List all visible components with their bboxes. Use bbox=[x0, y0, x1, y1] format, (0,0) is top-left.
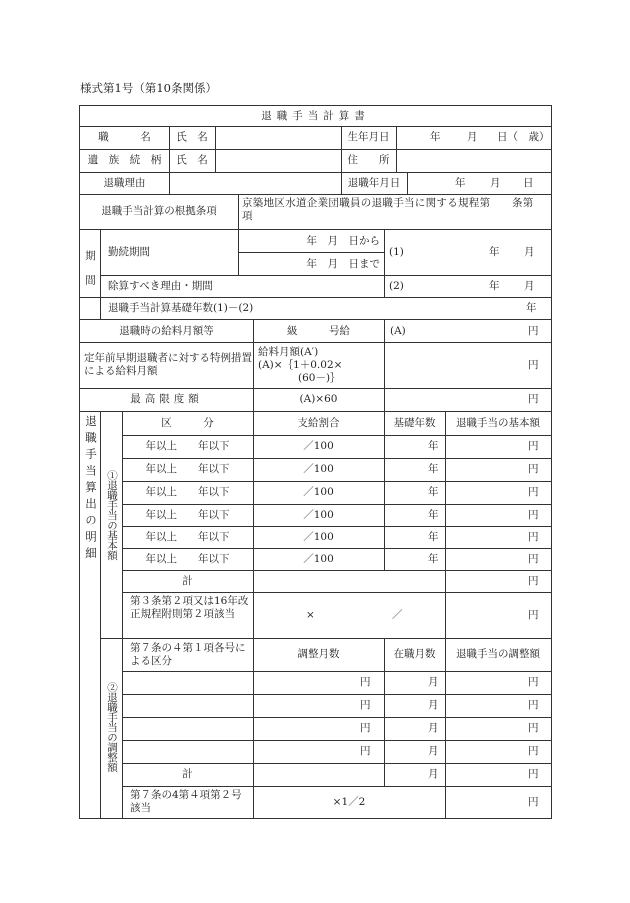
row1-years: 年 bbox=[428, 440, 439, 452]
service-period-label: 勤続期間 bbox=[108, 246, 150, 258]
header-amount: 退職手当の基本額 bbox=[456, 417, 540, 429]
article3-slash: ／ bbox=[392, 609, 403, 621]
article7-yen: 円 bbox=[528, 796, 539, 808]
row6-rate: ／100 bbox=[303, 553, 334, 565]
birth-year-unit: 年 bbox=[430, 131, 441, 143]
basic-total-label: 計 bbox=[182, 575, 193, 587]
row5-rate: ／100 bbox=[303, 531, 334, 543]
adj-row3-months: 月 bbox=[428, 722, 439, 734]
adj-row2-amount: 円 bbox=[528, 699, 539, 711]
row2-category: 年以上 年以下 bbox=[145, 463, 230, 475]
adj-row4-amount: 円 bbox=[528, 745, 539, 757]
row5-years: 年 bbox=[428, 531, 439, 543]
row6-category: 年以上 年以下 bbox=[145, 553, 230, 565]
detail-label: 退職手当算出の明細 bbox=[84, 415, 98, 564]
row1-amount: 円 bbox=[528, 440, 539, 452]
section2-label: ②退職手当の調整額 bbox=[106, 682, 118, 772]
adj-header-amount: 退職手当の調整額 bbox=[456, 648, 540, 660]
row2-rate: ／100 bbox=[303, 463, 334, 475]
article3-label: 第３条第２項又は16年改正規程附則第２項該当 bbox=[130, 595, 249, 620]
birth-date-label: 生年月日 bbox=[347, 131, 390, 143]
salary-label: 退職時の給料月額等 bbox=[119, 325, 214, 337]
row3-years: 年 bbox=[428, 486, 439, 498]
exclude-period-label: 除算すべき理由・期間 bbox=[108, 280, 213, 292]
row1-rate: ／100 bbox=[303, 440, 334, 452]
row4-years: 年 bbox=[428, 509, 439, 521]
form-number-label: 様式第1号（第10条関係） bbox=[80, 81, 217, 95]
row2-years: 年 bbox=[428, 463, 439, 475]
grade-step-label: 級 号給 bbox=[287, 325, 350, 337]
retire-year-unit: 年 bbox=[455, 177, 466, 189]
adj-header-adj-months: 調整月数 bbox=[297, 648, 340, 660]
adj-row3-amount: 円 bbox=[528, 722, 539, 734]
header-category: 区 分 bbox=[161, 417, 214, 429]
basic-total-yen: 円 bbox=[528, 575, 539, 587]
row3-rate: ／100 bbox=[303, 486, 334, 498]
max-yen: 円 bbox=[528, 393, 539, 405]
period1-year-unit: 年 bbox=[489, 246, 500, 258]
adj-total-yen: 円 bbox=[528, 768, 539, 780]
row4-rate: ／100 bbox=[303, 509, 334, 521]
salary-a: (A) bbox=[390, 325, 406, 337]
salary-yen: 円 bbox=[528, 325, 539, 337]
retire-day-unit: 日 bbox=[523, 177, 534, 189]
row3-amount: 円 bbox=[528, 486, 539, 498]
adj-row1-amount: 円 bbox=[528, 676, 539, 688]
adj-row4-adj: 円 bbox=[360, 745, 371, 757]
retire-month-unit: 月 bbox=[490, 177, 501, 189]
special-measure-label: 定年前早期退職者に対する特例措置による給料月額 bbox=[84, 352, 252, 377]
section1-label: ①退職手当の基本額 bbox=[106, 470, 118, 560]
max-formula: (A)×60 bbox=[299, 393, 338, 405]
adj-row1-adj: 円 bbox=[360, 676, 371, 688]
job-title-label: 職 名 bbox=[98, 131, 151, 143]
header-rate: 支給割合 bbox=[297, 417, 340, 429]
header-years: 基礎年数 bbox=[393, 417, 436, 429]
article7-formula: ×1／2 bbox=[332, 796, 366, 808]
form-title: 退職手当計算書 bbox=[261, 110, 370, 122]
article7-label: 第７条の4第４項第２号該当 bbox=[130, 789, 242, 814]
period-num1: (1) bbox=[389, 246, 404, 258]
adj-total-label: 計 bbox=[182, 768, 193, 780]
row3-category: 年以上 年以下 bbox=[145, 486, 230, 498]
adj-total-months: 月 bbox=[428, 768, 439, 780]
adj-row3-adj: 円 bbox=[360, 722, 371, 734]
retire-date-label: 退職年月日 bbox=[347, 177, 401, 189]
adj-row1-months: 月 bbox=[428, 676, 439, 688]
article3-times: × bbox=[306, 609, 315, 621]
row6-amount: 円 bbox=[528, 553, 539, 565]
period-label: 期間 bbox=[84, 250, 96, 299]
period2-year-unit: 年 bbox=[489, 280, 500, 292]
row5-category: 年以上 年以下 bbox=[145, 531, 230, 543]
special-line3: (60－)｝ bbox=[298, 372, 341, 384]
period2-month-unit: 月 bbox=[524, 280, 535, 292]
special-yen: 円 bbox=[528, 359, 539, 371]
row1-category: 年以上 年以下 bbox=[145, 440, 230, 452]
heir-relation-label: 遺 族 続 柄 bbox=[87, 154, 162, 166]
article3-yen: 円 bbox=[528, 609, 539, 621]
adj-row4-months: 月 bbox=[428, 745, 439, 757]
row5-amount: 円 bbox=[528, 531, 539, 543]
adj-row2-months: 月 bbox=[428, 699, 439, 711]
special-line2: (A)×｛1＋0.02× bbox=[258, 359, 343, 371]
basis-text: 京築地区水道企業団職員の退職手当に関する規程第 条第 項 bbox=[242, 197, 556, 222]
adj-header-category: 第７条の４第１項各号による区分 bbox=[130, 642, 246, 667]
address-label: 住 所 bbox=[347, 154, 390, 166]
heir-name-label: 氏 名 bbox=[176, 154, 208, 166]
period1-month-unit: 月 bbox=[524, 246, 535, 258]
adj-row2-adj: 円 bbox=[360, 699, 371, 711]
row6-years: 年 bbox=[428, 553, 439, 565]
row2-amount: 円 bbox=[528, 463, 539, 475]
birth-month-unit: 月 bbox=[467, 131, 478, 143]
base-years-unit: 年 bbox=[526, 302, 537, 314]
retire-reason-label: 退職理由 bbox=[103, 177, 146, 189]
name-label: 氏 名 bbox=[176, 131, 208, 143]
basis-label: 退職手当計算の根拠条項 bbox=[101, 205, 217, 217]
base-years-label: 退職手当計算基礎年数(1)－(2) bbox=[108, 302, 254, 314]
service-to: 年 月 日まで bbox=[306, 258, 380, 270]
special-line1: 給料月額(A′) bbox=[258, 346, 319, 358]
adj-header-months: 在職月数 bbox=[393, 648, 436, 660]
row4-amount: 円 bbox=[528, 509, 539, 521]
service-from: 年 月 日から bbox=[306, 235, 380, 247]
period-num2: (2) bbox=[389, 280, 404, 292]
row4-category: 年以上 年以下 bbox=[145, 509, 230, 521]
max-limit-label: 最高限度額 bbox=[130, 393, 203, 405]
birth-day-age-unit: 日（ 歳） bbox=[497, 131, 550, 143]
